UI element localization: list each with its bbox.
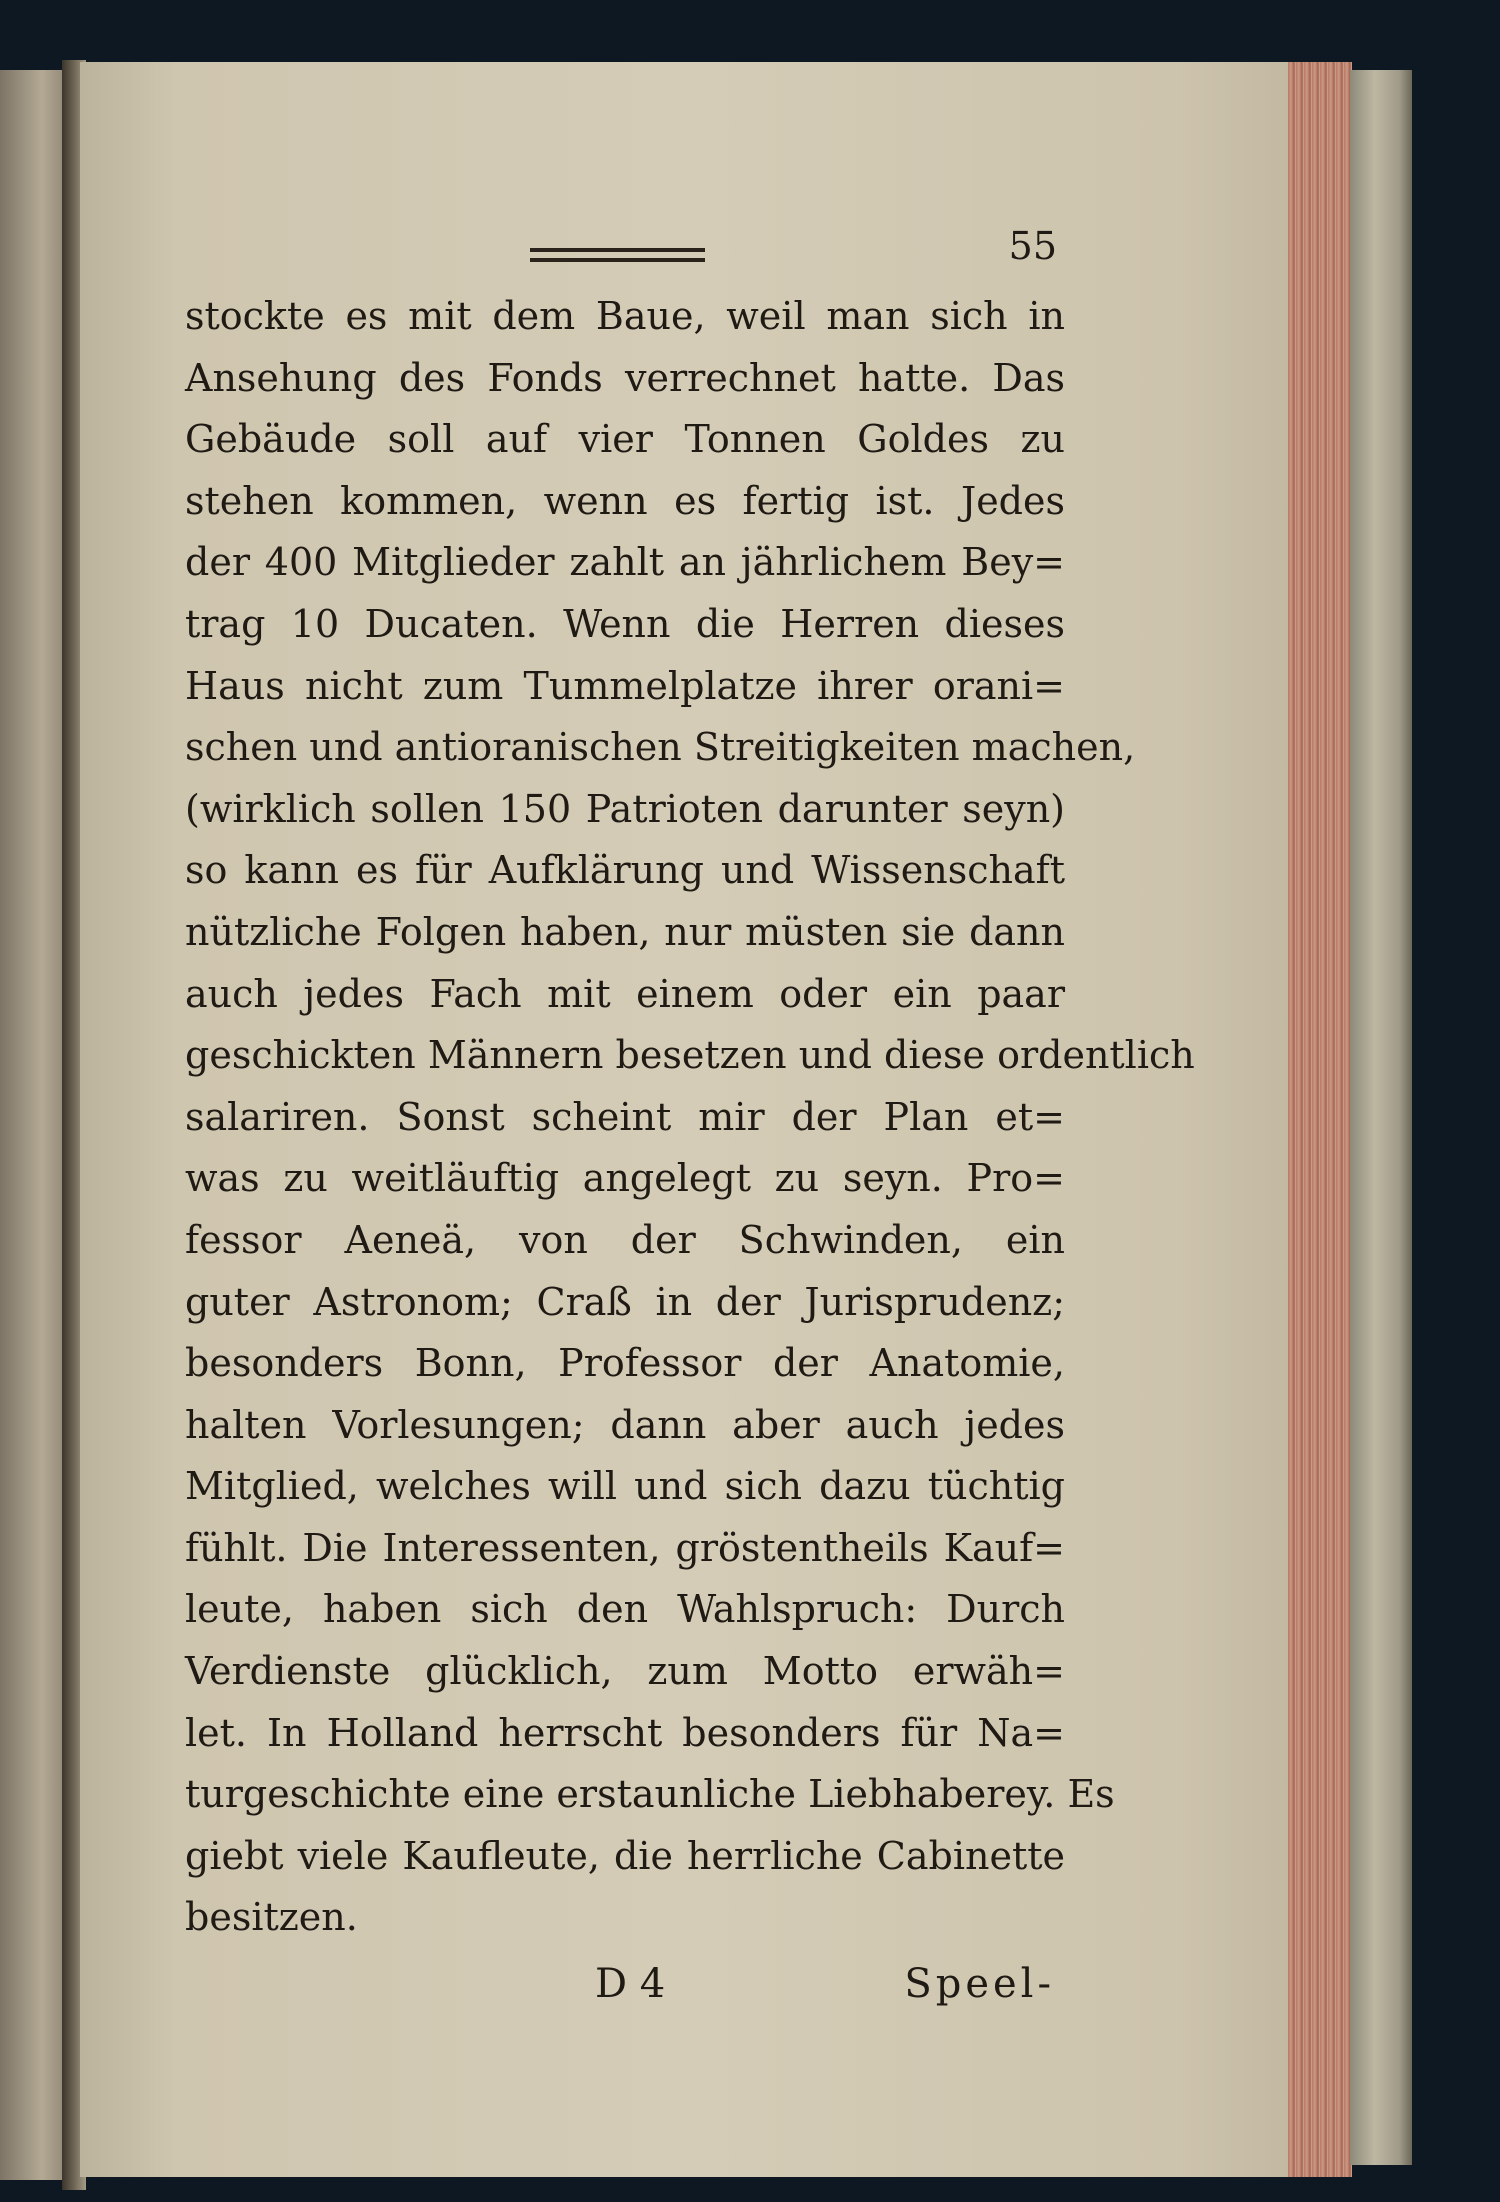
- page-header: [185, 210, 1065, 280]
- text-line: nützliche Folgen haben, nur müsten sie dann: [185, 909, 1065, 954]
- page-content: [185, 210, 1195, 2023]
- text-line: Gebäude soll auf vier Tonnen Goldes zu: [185, 417, 1065, 462]
- text-line: der 400 Mitglieder zahlt an jährlichem Bey=: [185, 540, 1065, 585]
- page-block-edge: [1288, 62, 1352, 2177]
- text-line: was zu weitläuftig angelegt zu seyn. Pro=: [185, 1156, 1065, 1201]
- text-line: let. In Holland herrscht besonders für Na=: [185, 1710, 1065, 1755]
- text-line: leute, haben sich den Wahlspruch: Durch: [185, 1587, 1065, 1632]
- text-line: geschickten Männern besetzen und diese ordentlich: [185, 1033, 1195, 1078]
- text-line: Verdienste glücklich, zum Motto erwäh=: [185, 1649, 1065, 1694]
- body-text: [185, 286, 1195, 1949]
- text-line: besonders Bonn, Professor der Anatomie,: [185, 1341, 1065, 1386]
- text-line: besitzen.: [185, 1895, 358, 1940]
- text-line: Mitglied, welches will und sich dazu tüchtig: [185, 1464, 1065, 1509]
- text-line: turgeschichte eine erstaunliche Liebhaberey. Es: [185, 1772, 1115, 1817]
- text-line: stockte es mit dem Baue, weil man sich in: [185, 294, 1065, 338]
- page-number: 55: [1008, 224, 1057, 268]
- text-line: stehen kommen, wenn es fertig ist. Jedes: [185, 478, 1065, 523]
- text-line: (wirklich sollen 150 Patrioten darunter seyn): [185, 786, 1065, 831]
- text-line: giebt viele Kaufleute, die herrliche Cabinette: [185, 1833, 1065, 1878]
- text-line: fessor Aeneä, von der Schwinden, ein: [185, 1217, 1065, 1262]
- header-rule-top: [530, 248, 705, 252]
- text-line: schen und antioranischen Streitigkeiten machen,: [185, 725, 1136, 770]
- text-line: trag 10 Ducaten. Wenn die Herren dieses: [185, 601, 1065, 646]
- text-line: auch jedes Fach mit einem oder ein paar: [185, 971, 1065, 1016]
- text-line: so kann es für Aufklärung und Wissenschaft: [185, 848, 1065, 893]
- header-rule-bottom: [530, 258, 705, 262]
- book-cover-edge: [1350, 70, 1412, 2165]
- text-line: Ansehung des Fonds verrechnet hatte. Das: [185, 355, 1065, 400]
- catchword: Speel-: [904, 1961, 1055, 2008]
- text-line: salariren. Sonst scheint mir der Plan et=: [185, 1094, 1065, 1139]
- text-line: Haus nicht zum Tummelplatze ihrer orani=: [185, 663, 1065, 708]
- page-footer: [185, 1953, 1065, 2023]
- text-line: halten Vorlesungen; dann aber auch jedes: [185, 1402, 1065, 1447]
- previous-page-edge: [0, 70, 70, 2180]
- signature-mark: D 4: [595, 1961, 666, 2008]
- text-line: guter Astronom; Craß in der Jurisprudenz;: [185, 1279, 1065, 1324]
- text-line: fühlt. Die Interessenten, gröstentheils Kauf=: [185, 1525, 1065, 1570]
